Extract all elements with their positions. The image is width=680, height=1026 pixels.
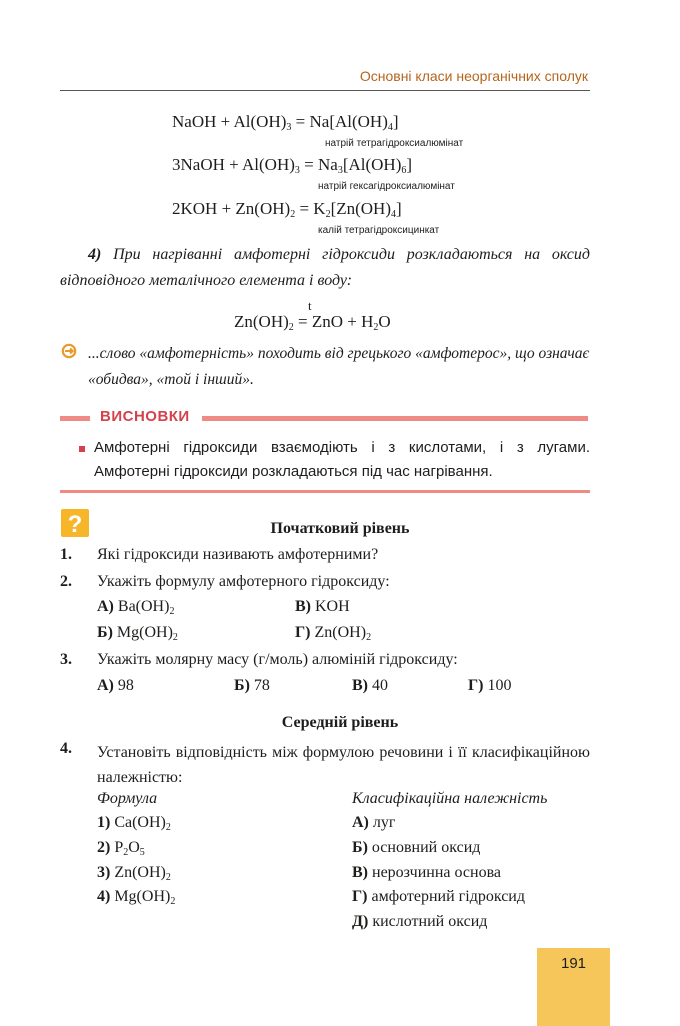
q2-option-a-letter: А) [97, 598, 114, 615]
q3-option-v-letter: В) [352, 677, 368, 694]
q4-class-b-text: основний оксид [371, 839, 481, 856]
etymology-note: ...слово «амфотерність» походить від грецького «амфотерос», що означає «обидва», «той і інший». [88, 345, 590, 388]
q4-class-g [352, 888, 525, 906]
q2-option-g-letter: Г) [295, 624, 311, 641]
q3-option-v-value: 40 [372, 677, 388, 694]
q4-class-d [352, 913, 487, 931]
question-3-number: 3. [60, 651, 72, 668]
q4-class-b [352, 839, 480, 857]
q4-class-a [352, 814, 395, 832]
q3-option-g [468, 677, 512, 695]
q4-class-a-letter: А) [352, 814, 369, 831]
point-4-paragraph [60, 242, 590, 294]
q4-formula-4-num: 4) [97, 888, 111, 905]
question-4-text: Установіть відповідність між формулою речовини і її класифікаційною належністю: [97, 744, 590, 786]
level-initial-heading: Початковий рівень [270, 520, 410, 537]
q4-class-d-letter: Д) [352, 913, 369, 930]
q4-formula-1: 1) $Ca(OH)_2$ [97, 814, 171, 833]
reaction-equation-2: 3NaOH + $Al(OH)_3 = Na_3[Al(OH)_6]$ [172, 155, 413, 176]
q3-option-a-letter: А) [97, 677, 114, 694]
condition-t: t [308, 298, 312, 313]
svg-text:?: ? [67, 511, 83, 537]
q3-option-b [234, 677, 270, 695]
conclusions-text: Амфотерні гідроксиди взаємодіють і з кислотами, і з лугами. Амфотерні гідроксиди розкладаються під час нагрівання. [94, 439, 590, 480]
conclusions-bottom-rule [60, 490, 590, 493]
q4-class-g-letter: Г) [352, 888, 368, 905]
q2-option-a: А) $Ba(OH)_2$ [97, 598, 175, 617]
running-head: Основні класи неорганічних сполук [359, 68, 588, 84]
q4-class-v [352, 864, 501, 882]
conclusions-title: ВИСНОВКИ [100, 408, 190, 425]
q4-column-formula: Формула [97, 790, 158, 807]
q3-option-g-value: 100 [487, 677, 512, 694]
q3-option-v [352, 677, 388, 695]
conclusions-bar-right [202, 416, 588, 421]
reaction-product-name-3: калій тетрагідроксицинкат [318, 225, 440, 236]
header-rule [60, 90, 590, 91]
q4-formula-2: 2) $P_2O_5$ [97, 839, 145, 858]
question-2-number: 2. [60, 573, 72, 590]
question-1-text: Які гідроксиди називають амфотерними? [97, 546, 379, 563]
q2-option-g: Г) $Zn(OH)_2$ [295, 624, 372, 643]
question-2-text: Укажіть формулу амфотерного гідроксиду: [97, 573, 390, 590]
q3-option-b-value: 78 [253, 677, 270, 694]
decomposition-equation: $Zn(OH)_2$ = ZnO + $H_2O$ [234, 312, 391, 333]
point-4-number: 4) [88, 246, 102, 263]
q4-formula-4: 4) $Mg(OH)_2$ [97, 888, 176, 907]
q4-class-v-text: нерозчинна основа [372, 864, 502, 881]
q4-class-b-letter: Б) [352, 839, 368, 856]
reaction-product-name-1: натрій тетрагідроксиалюмінат [325, 138, 464, 149]
q2-option-v-letter: В) [295, 598, 311, 615]
question-3-text: Укажіть молярну масу (г/моль) алюміній гідроксиду: [97, 651, 458, 668]
arrow-circle-icon [61, 343, 77, 359]
reaction-equation-3: $2KOH + Zn(OH)_2 = K_2[Zn(OH)_4]$ [172, 199, 402, 220]
q4-formula-2-num: 2) [97, 839, 111, 856]
q4-formula-3: 3) $Zn(OH)_2$ [97, 864, 171, 883]
q2-option-b: Б) $Mg(OH)_2$ [97, 624, 178, 643]
q4-class-g-text: амфотерний гідроксид [371, 888, 526, 905]
level-middle-heading: Середній рівень [281, 714, 399, 731]
conclusions-bullet [79, 446, 85, 452]
q2-option-v: В) KOH [295, 598, 350, 615]
q4-column-classification: Класифікаційна належність [352, 790, 548, 807]
q4-formula-3-num: 3) [97, 864, 111, 881]
q4-class-d-text: кислотний оксид [372, 913, 488, 930]
conclusions-bar-left [60, 416, 90, 421]
reaction-equation-1: NaOH + $Al(OH)_3 = Na[Al(OH)_4]$ [172, 112, 399, 133]
question-4-number: 4. [60, 740, 72, 757]
q3-option-a [97, 677, 134, 695]
reaction-product-name-2: натрій гексагідроксиалюмінат [318, 181, 455, 192]
q4-formula-1-num: 1) [97, 814, 111, 831]
page-number: 191 [560, 955, 587, 972]
q4-class-v-letter: В) [352, 864, 368, 881]
q3-option-b-letter: Б) [234, 677, 250, 694]
q3-option-g-letter: Г) [468, 677, 484, 694]
q2-option-b-letter: Б) [97, 624, 113, 641]
q3-option-a-value: 98 [117, 677, 134, 694]
q4-class-a-text: луг [372, 814, 396, 831]
question-1-number: 1. [60, 546, 72, 563]
point-4-text: При нагріванні амфотерні гідроксиди розкладаються на оксид відповідного металічного елемента і воду: [60, 246, 590, 289]
